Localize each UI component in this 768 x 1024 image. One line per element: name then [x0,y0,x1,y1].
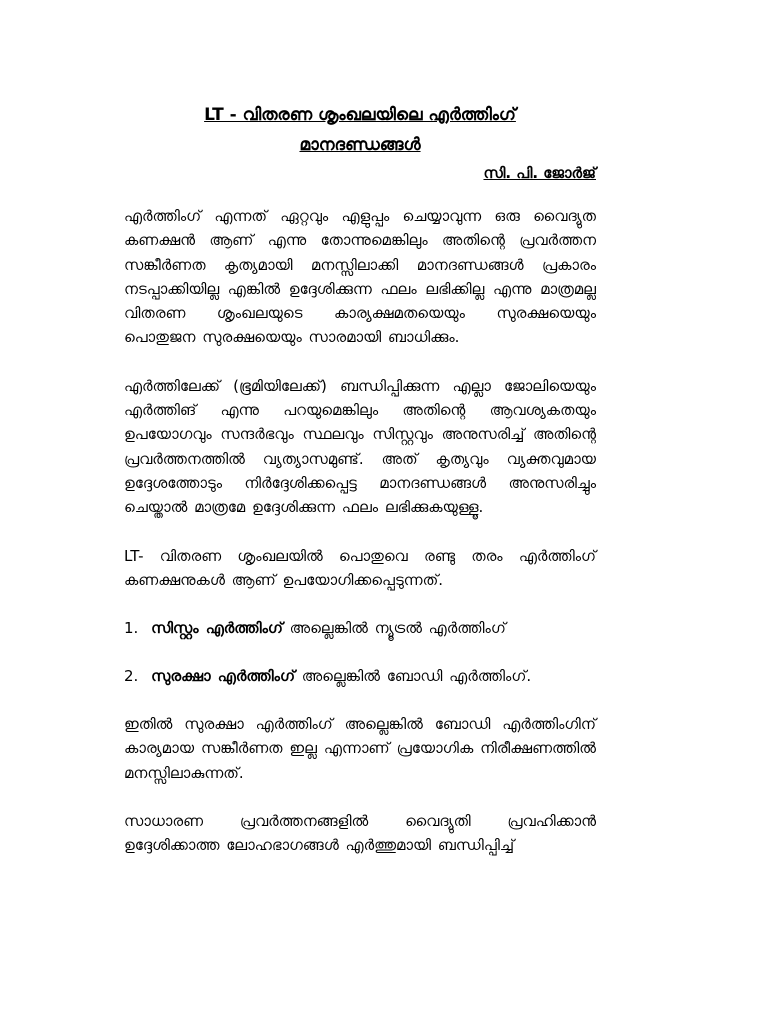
list-number: 2. [124,667,139,686]
list-item-text: അല്ലെങ്കിൽ ന്യൂട്രൽ എർത്തിംഗ് [289,619,506,638]
document-title-line1: LT - വിതരണ ശൃംഖലയിലെ എർത്തിംഗ് [204,105,516,125]
list-item-bold: സുരക്ഷാ എർത്തിംഗ് [151,667,295,686]
paragraph-4: ഇതിൽ സുരക്ഷാ എർത്തിംഗ് അല്ലെങ്കിൽ ബോഡി എർത്തിംഗിന് കാര്യമായ സങ്കീർണത ഇല്ല എന്നാണ് പ്രയോഗിക നിരീക്ഷണത്തിൽ മനസ്സിലാകുന്നത്. [124,715,596,782]
list-item-safety-earthing [124,664,596,688]
paragraph-3: LT- വിതരണ ശൃംഖലയിൽ പൊതുവെ രണ്ടു തരം എർത്തിംഗ് കണക്ഷനുകൾ ആണ് ഉപയോഗിക്കപ്പെടുന്നത്. [124,546,596,589]
document-title-line2: മാനദണ്ഡങ്ങൾ [299,135,421,155]
document-page [124,100,596,882]
document-author: സി. പി. ജോർജ് [483,164,596,182]
paragraph-5: സാധാരണ പ്രവർത്തനങ്ങളിൽ വൈദ്യുതി പ്രവഹിക്കാൻ ഉദ്ദേശിക്കാത്ത ലോഹഭാഗങ്ങൾ എർത്തുമായി ബന്ധിപ്പിച്ച് [124,812,596,855]
list-item-bold: സിസ്റ്റം എർത്തിംഗ് [151,619,283,638]
list-item-text: അല്ലെങ്കിൽ ബോഡി എർത്തിംഗ്. [301,667,532,686]
paragraph-2: എർത്തിലേക്ക് (ഭൂമിയിലേക്ക്) ബന്ധിപ്പിക്കുന്ന എല്ലാ ജോലിയെയും എർത്തിങ് എന്നു പറയുമെങ്കിലും അതിന്റെ ആവശ്യകതയും ഉപയോഗവും സന്ദർഭവും സ്ഥലവും സിസ്റ്റവും അനുസരിച്ച് അതിന്റെ പ്രവർത്തനത്തിൽ വ്യത്യാസമുണ്ട്. അത് കൃത്യവും വ്യക്തവുമായ ഉദ്ദേശത്തോടും നിർദ്ദേശിക്കപ്പെട്ട മാനദണ്ഡങ്ങൾ അനുസരിച്ചും ചെയ്താൽ മാത്രമേ ഉദ്ദേശിക്കുന്ന ഫലം ലഭിക്കുകയുള്ളൂ. [124,376,596,517]
list-number: 1. [124,619,139,638]
paragraph-1: എർത്തിംഗ് എന്നത് ഏറ്റവും എളുപ്പം ചെയ്യാവുന്ന ഒരു വൈദ്യുത കണക്ഷൻ ആണ് എന്നു തോന്നുമെങ്കിലും അതിന്റെ പ്രവർത്തന സങ്കീർണത കൃത്യമായി മനസ്സിലാക്കി മാനദണ്ഡങ്ങൾ പ്രകാരം നടപ്പാക്കിയില്ല എങ്കിൽ ഉദ്ദേശിക്കുന്ന ഫലം ലഭിക്കില്ല എന്നു മാത്രമല്ല വിതരണ ശൃംഖലയുടെ കാര്യക്ഷമതയെയും സുരക്ഷയെയും പൊതുജന സുരക്ഷയെയും സാരമായി ബാധിക്കും. [124,207,596,347]
list-item-system-earthing [124,616,596,640]
